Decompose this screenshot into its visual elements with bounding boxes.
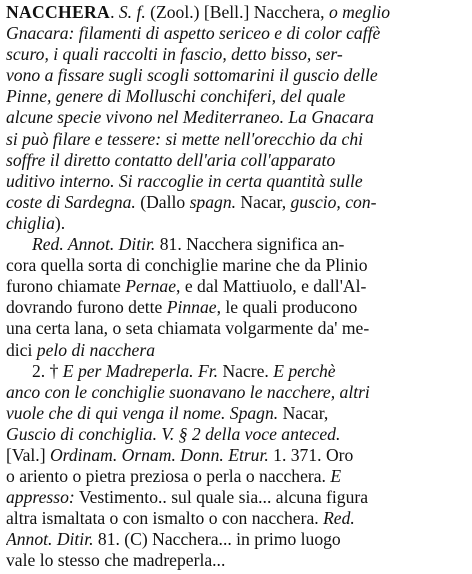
text-run: ).	[54, 212, 66, 233]
text-run: Nacre.	[218, 360, 274, 381]
text-run: Ordinam. Ornam. Donn. Etrur.	[49, 444, 269, 465]
text-line	[6, 2, 466, 23]
text-run: dici	[6, 339, 37, 360]
text-run: [Val.]	[6, 444, 50, 465]
text-line	[6, 550, 466, 571]
text-run: scuro, i quali raccolti in fascio, detto bisso, ser-	[6, 44, 343, 65]
text-run: S. f.	[118, 2, 146, 22]
text-run: , le quali producono	[216, 297, 358, 318]
text-line	[6, 424, 466, 445]
text-run: anco con le conchiglie suonavano le nacchere, altri	[6, 381, 370, 402]
text-line	[6, 361, 466, 382]
text-run: pelo di nacchera	[36, 339, 156, 360]
text-run: alcune specie vivono nel Mediterraneo. La Gnacara	[6, 107, 374, 128]
text-line	[6, 466, 466, 487]
text-run: Vestimento.. sul quale sia... alcuna figura	[74, 487, 369, 508]
text-run: appresso:	[6, 487, 75, 508]
sense-1-definition	[6, 2, 466, 234]
sense-2-madreperla	[6, 361, 466, 572]
text-line	[6, 65, 466, 86]
text-run: dovrando furono dette	[6, 297, 167, 318]
text-run: o ariento o pietra preziosa o perla o nacchera.	[6, 466, 331, 487]
text-run: Spagn.	[229, 402, 279, 423]
text-run: Pinnae	[166, 297, 217, 318]
text-run: (Dallo	[135, 191, 190, 212]
text-run: guscio, con-	[290, 191, 377, 212]
text-line	[6, 44, 466, 65]
headword: NACCHERA	[6, 2, 111, 22]
text-line	[6, 129, 466, 150]
text-line	[6, 107, 466, 128]
text-run: coste di Sardegna.	[6, 191, 136, 212]
text-run: vono a fissare sugli scogli sottomarini il guscio delle	[6, 65, 378, 86]
text-run: 81. (C) Nacchera... in primo luogo	[93, 529, 341, 550]
text-line	[6, 382, 466, 403]
text-line	[6, 403, 466, 424]
text-line	[6, 23, 466, 44]
text-line	[6, 86, 466, 107]
text-line	[6, 213, 466, 234]
text-run: una certa lana, o seta chiamata volgarmente da' me-	[6, 318, 370, 339]
text-run: Nacar,	[278, 402, 329, 423]
text-line	[6, 192, 466, 213]
text-run: vuole che di qui venga il nome.	[6, 402, 226, 423]
text-run: Nacar,	[236, 191, 291, 212]
text-line	[6, 340, 466, 361]
text-run: vale lo stesso che madreperla...	[6, 550, 226, 571]
text-run: spagn.	[189, 191, 237, 212]
text-line	[6, 150, 466, 171]
text-line	[6, 297, 466, 318]
text-run: 81. Nacchera significa an-	[155, 234, 345, 255]
text-line	[6, 276, 466, 297]
text-run: uditivo interno. Si raccoglie in certa quantità sulle	[6, 170, 363, 191]
text-line	[6, 255, 466, 276]
text-line	[6, 487, 466, 508]
text-line	[6, 445, 466, 466]
text-run: V. § 2 della voce anteced.	[161, 423, 341, 444]
text-line	[6, 508, 466, 529]
text-run: Pernae	[125, 276, 177, 297]
text-run: soffre il diretto contatto dell'aria coll'apparato	[6, 149, 336, 170]
text-run: furono chiamate	[6, 276, 126, 297]
text-run: si può filare e tessere: si mette nell'orecchio da chi	[6, 128, 364, 149]
dictionary-entry	[6, 2, 466, 572]
text-run: E per Madreperla.	[62, 360, 194, 381]
text-run: (Zool.) [Bell.] Nacchera,	[145, 2, 329, 22]
text-run: E	[330, 466, 342, 487]
text-run: altra ismaltata o con ismalto o con nacchera.	[6, 508, 324, 529]
text-run: Guscio di conchiglia.	[6, 423, 157, 444]
text-run: Red. Annot. Ditir.	[32, 234, 156, 255]
text-run: Fr.	[198, 360, 219, 381]
text-run: 2. †	[32, 360, 63, 381]
text-run: , e dal Mattiuolo, e dall'Al-	[176, 276, 367, 297]
text-line	[6, 234, 466, 255]
text-run: Pinne, genere di Molluschi conchiferi, del quale	[6, 86, 346, 107]
text-run: E perchè	[273, 360, 336, 381]
text-run: o meglio	[328, 2, 391, 22]
text-line	[6, 171, 466, 192]
text-run: Annot. Ditir.	[6, 529, 94, 550]
text-run: Gnacara: filamenti di aspetto sericeo e di color caffè	[6, 23, 381, 44]
text-run: .	[110, 2, 119, 22]
text-line	[6, 318, 466, 339]
text-run: 1. 371. Oro	[268, 444, 354, 465]
text-run: chiglia	[6, 212, 55, 233]
text-run: Red.	[323, 508, 355, 529]
citation-red-annot-ditir	[6, 234, 466, 361]
text-run: cora quella sorta di conchiglie marine che da Plinio	[6, 255, 368, 276]
text-line	[6, 529, 466, 550]
